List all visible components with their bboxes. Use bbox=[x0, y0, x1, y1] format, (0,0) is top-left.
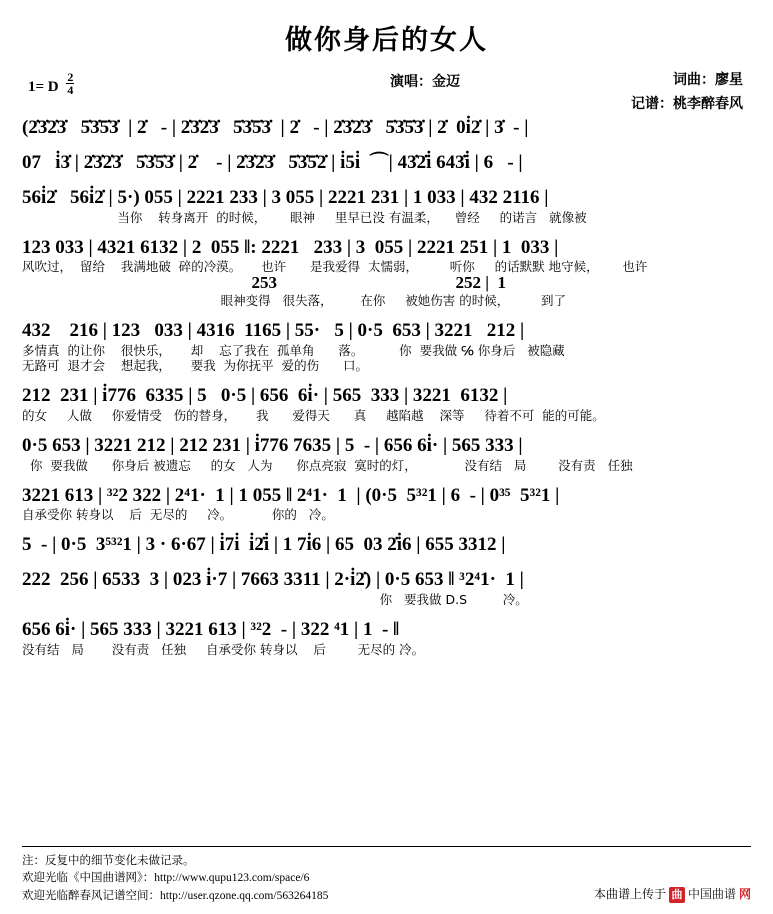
notation-line: 5 - | 0·5 3⁵³²1 | 3 · 6·67 | i̇7i̇ i̇2̇i̇ | 1 7i̇6 | 65 03 2̇i̇6 | 655 3312 | bbox=[22, 534, 506, 556]
music-system-9 bbox=[22, 532, 751, 556]
music-system-3 bbox=[22, 185, 751, 225]
notation-line: 222 256 | 6533 3 | 023 i̇·7 | 7663 3311 | 2·i̇2̇) | 0·5 653 ‖ ³2⁴1· 1 | bbox=[22, 569, 524, 591]
key-signature bbox=[28, 71, 74, 96]
singer-credit: 演唱：金迈 bbox=[390, 74, 460, 90]
music-system-4 bbox=[22, 235, 751, 309]
lyric-line: 多情真 的让你 很快乐， 却 忘了我在 孤单角 落。 你 要我做 ℅ 你身后 被隐藏 bbox=[22, 342, 565, 358]
music-system-8 bbox=[22, 483, 751, 523]
footer-link-2[interactable]: 欢迎光临醉春风记谱空间：http://user.qzone.qq.com/563264185 bbox=[22, 890, 329, 903]
lyric-line: 没有结 局 没有责 任独 自承受你 转身以 后 无尽的 冷。 bbox=[22, 641, 425, 657]
key-label: 1= D bbox=[28, 79, 59, 95]
notation-line: 56i̇2̇ 56i̇2̇ | 5·) 055 | 2221 233 | 3 055 | 2221 231 | 1 033 | 432 2116 | bbox=[22, 186, 549, 208]
lyric-line-verse2: 眼神变得 很失落， 在你 被她伤害 的时候， 到了 bbox=[22, 293, 567, 309]
upload-text: 本曲谱上传于 bbox=[593, 887, 666, 902]
lyric-line: 你 要我做 你身后 被遗忘 的女 人为 你点亮寂 寞时的灯， 没有结 局 没有责 任独 bbox=[22, 457, 633, 473]
time-signature-numerator: 2 bbox=[67, 70, 74, 84]
composer-credit: 词曲：廖星 bbox=[673, 72, 743, 88]
music-system-10 bbox=[22, 567, 751, 607]
music-system-5 bbox=[22, 318, 751, 373]
music-system-6 bbox=[22, 383, 751, 423]
time-signature-denominator: 4 bbox=[67, 83, 74, 97]
notation-line: 0·5 653 | 3221 212 | 212 231 | i̇776 7635 | 5 - | 656 6i̇· | 565 333 | bbox=[22, 434, 523, 456]
lyric-line: 你 要我做 D.S 冷。 bbox=[22, 592, 528, 608]
notation-line: 432 216 | 123 033 | 4316 1165 | 55· 5 | 0·5 653 | 3221 212 | bbox=[22, 320, 525, 342]
footer-note: 注：反复中的细节变化未做记录。 bbox=[22, 852, 195, 867]
footer bbox=[22, 846, 751, 906]
music-system-7 bbox=[22, 433, 751, 473]
brand-name-primary: 中国曲谱 bbox=[687, 887, 736, 902]
page-title: 做你身后的女人 bbox=[285, 25, 488, 56]
lyric-line: 自承受你 转身以 后 无尽的 冷。 你的 冷。 bbox=[22, 507, 334, 523]
notation-line: (2̇3̇2̇3̇ 5̇3̇5̇3̇ | 2̇ - | 2̇3̇2̇3̇ 5̇3̇5̇3̇ | 2̇ - | 2̇3̇2̇3̇ 5̇3̇5̇3̇ | 2̇ 0i̇2̇ | 3̇ - | bbox=[22, 117, 529, 138]
site-brand bbox=[594, 885, 751, 904]
music-system-2 bbox=[22, 150, 751, 174]
music-system-11 bbox=[22, 617, 751, 657]
music-system-1 bbox=[22, 115, 751, 139]
brand-logo-icon: 曲 bbox=[669, 887, 685, 903]
metadata-block bbox=[0, 63, 773, 115]
notation-line: 07 i̇3̇ | 2̇3̇2̇3̇ 5̇3̇5̇3̇ | 2̇ - | 2̇3̇2̇3̇ 5̇3̇5̇2̇ | i̇5i̇ ⌒| 43̇2̇i̇ 643̇i̇ | 6 - | bbox=[22, 151, 523, 173]
alternate-notation-line: 253 252 | 1 bbox=[22, 273, 506, 293]
brand-name-suffix: 网 bbox=[738, 887, 751, 902]
sheet-music-page bbox=[0, 18, 773, 914]
notation-line: 212 231 | i̇776 6335 | 5 0·5 | 656 6i̇· | 565 333 | 3221 6132 | bbox=[22, 384, 508, 406]
notation-line: 656 6i̇· | 565 333 | 3221 613 | ³²2 - | 322 ⁴1 | 1 - ‖ bbox=[22, 619, 400, 641]
time-signature bbox=[66, 71, 74, 96]
footer-link-1[interactable]: 欢迎光临《中国曲谱网》：http://www.qupu123.com/space/6 bbox=[22, 872, 310, 885]
lyric-line: 风吹过， 留给 我满地破 碎的冷漠。 也许 是我爱得 太懦弱， 听你 的话默默 地守候， 也许 bbox=[22, 259, 648, 275]
lyric-line-verse2: 无路可 退才会 想起我， 要我 为你抚平 爱的伤 口。 bbox=[22, 357, 368, 373]
notation-line: 123 033 | 4321 6132 | 2 055 ‖: 2221 233 | 3 055 | 2221 251 | 1 033 | bbox=[22, 236, 559, 258]
lyric-line: 的女 人做 你爱情受 伤的替身， 我 爱得天 真 越陷越 深等 待着不可 能的可能。 bbox=[22, 407, 605, 423]
notation-line: 3221 613 | ³²2 322 | 2⁴1· 1 | 1 055 ‖ 2⁴1· 1 | (0·5 5³²1 | 6 - | 0³⁵ 5³²1 | bbox=[22, 484, 560, 506]
lyric-line: 当你 转身离开 的时候， 眼神 里早已没 有温柔， 曾经 的诺言 就像被 bbox=[22, 209, 587, 225]
transcriber-credit: 记谱：桃李醉春风 bbox=[631, 96, 743, 112]
